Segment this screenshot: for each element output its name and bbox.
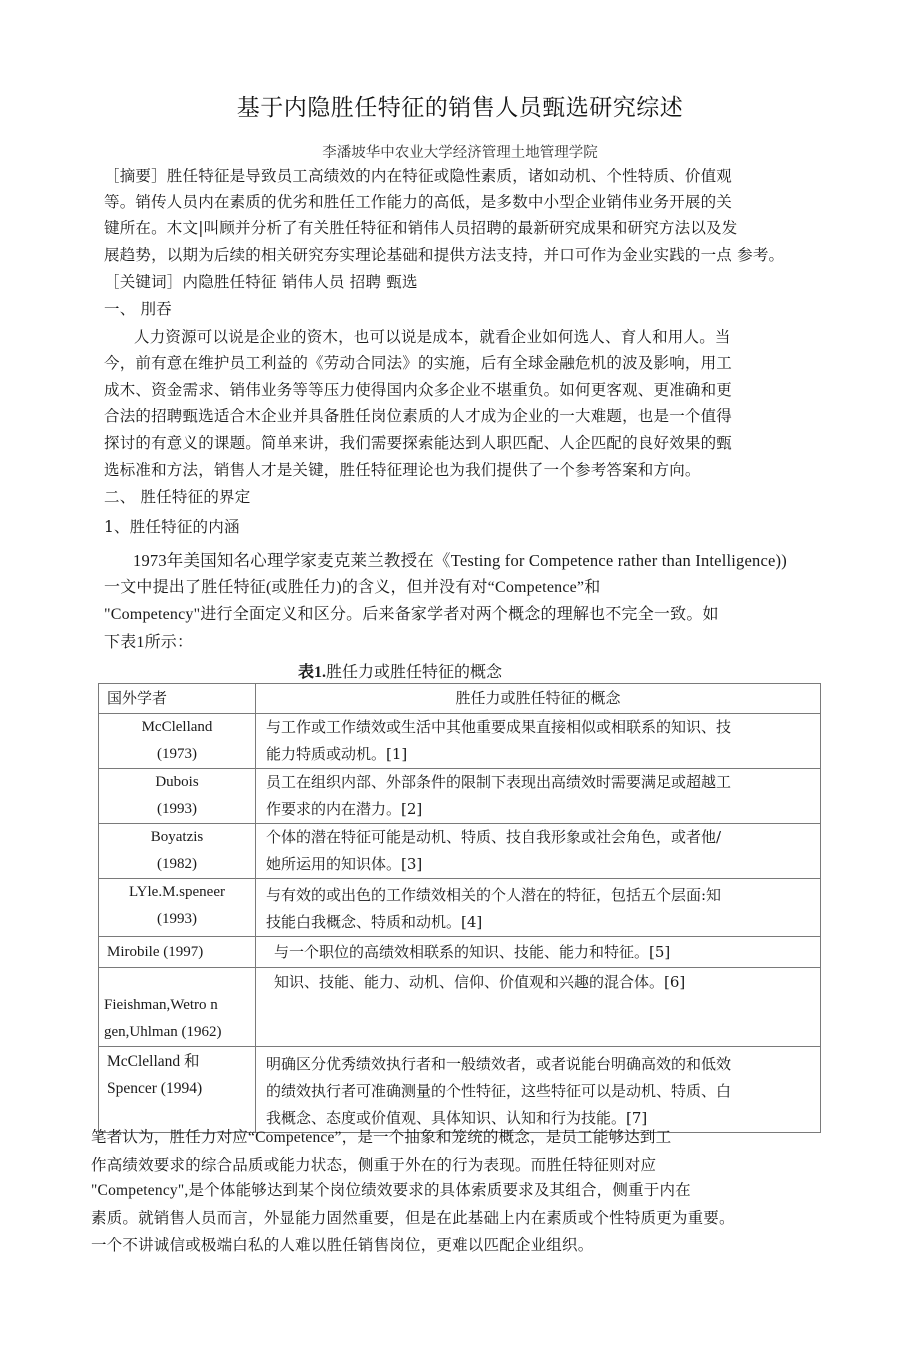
table-caption-text: 胜任力或胜任特征的概念 bbox=[326, 662, 503, 681]
paragraph-line: 探讨的有意义的课题。简单来讲，我们需要探索能达到人职匹配、人企匹配的良好效果的甄 bbox=[104, 434, 733, 452]
definition-line: 员工在组织内部、外部条件的限制下表现出高绩效时需要满足或超越工 bbox=[266, 773, 732, 791]
section-heading: 二、 胜任特征的界定 bbox=[104, 488, 251, 506]
paragraph-line: 一个不讲诚信或极端白私的人难以胜任销售岗位，更难以匹配企业组织。 bbox=[91, 1236, 594, 1254]
definition-line: 能力特质或动机。[1] bbox=[266, 745, 408, 763]
column-header-scholar: 国外学者 bbox=[99, 684, 256, 714]
paragraph-line: 成木、资金需求、销伟业务等等压力使得国内众多企业不堪重负。如何更客观、更准确和更 bbox=[104, 381, 733, 399]
scholar-cell bbox=[99, 769, 256, 824]
table-caption bbox=[0, 661, 800, 684]
scholar-cell bbox=[99, 879, 256, 937]
keywords: ［关键词］内隐胜任特征 销伟人员 招聘 甄选 bbox=[104, 273, 418, 291]
scholar-cell bbox=[99, 968, 256, 1047]
table-row bbox=[99, 1047, 821, 1133]
definition-line: 明确区分优秀绩效执行者和一般绩效者，或者说能台明确高效的和低效 bbox=[266, 1055, 732, 1073]
table-row bbox=[99, 937, 821, 968]
paragraph-line: 素质。就销售人员而言，外显能力固然重要，但是在此基础上内在素质或个性特质更为重要。 bbox=[91, 1209, 735, 1227]
scholar-cell bbox=[99, 824, 256, 879]
scholar-name: LYle.M.speneer bbox=[129, 884, 225, 900]
scholar-year: (1993) bbox=[157, 801, 197, 817]
section-heading: 一、 刖吞 bbox=[104, 300, 172, 318]
scholar-year: (1993) bbox=[157, 911, 197, 927]
scholar-name: Dubois bbox=[155, 774, 199, 790]
scholar-name: gen,Uhlman (1962) bbox=[104, 1024, 222, 1040]
paragraph-line: 下表1所示： bbox=[104, 634, 194, 651]
paragraph-line: "Competency"进行全面定义和区分。后来备家学者对两个概念的理解也不完全一致。如 bbox=[104, 606, 719, 623]
scholar-name: Fieishman,Wetro n bbox=[104, 997, 218, 1013]
table-header-row bbox=[99, 684, 821, 714]
definition-line: 作要求的内在潜力。[2] bbox=[266, 800, 423, 818]
definition-cell bbox=[256, 769, 821, 824]
definition-line: 技能白我概念、特质和动机。[4] bbox=[266, 913, 483, 931]
definition-line: 个体的潜在特征可能是动机、特质、技自我形象或社会角色，或者他/ bbox=[266, 828, 722, 846]
definition-cell bbox=[256, 879, 821, 937]
paragraph-line: 一文中提出了胜任特征(或胜任力)的含义，但并没有对“Competence”和 bbox=[104, 579, 601, 596]
paragraph-line: 合法的招聘甄选适合木企业并具备胜任岗位素质的人才成为企业的一大难题，也是一个值得 bbox=[104, 407, 733, 425]
abstract-line: 展趋势，以期为后续的相关研究夯实理论基础和提供方法支持，并口可作为金业实践的一点 参考。 bbox=[104, 246, 785, 264]
author-affiliation: 李潘坡华中农业大学经济管理土地管理学院 bbox=[322, 145, 598, 161]
paragraph-line: 笔者认为，胜任力对应“Competence”，是一个抽象和笼统的概念，是员工能够达到工 bbox=[91, 1129, 672, 1146]
paragraph-line: 人力资源可以说是企业的资木，也可以说是成本，就看企业如何选人、育人和用人。当 bbox=[134, 328, 731, 346]
abstract-line: 等。销传人员内在素质的优劣和胜任工作能力的高低，是多数中小型企业销伟业务开展的关 bbox=[104, 193, 733, 211]
definition-cell bbox=[256, 1047, 821, 1133]
scholar-year: (1982) bbox=[157, 856, 197, 872]
table-row bbox=[99, 714, 821, 769]
definition-line: 的绩效执行者可准确测量的个性特征，这些特征可以是动机、特质、白 bbox=[266, 1082, 732, 1100]
definition-cell bbox=[256, 937, 821, 968]
column-header-concept: 胜任力或胜任特征的概念 bbox=[256, 684, 821, 714]
scholar-name: McClelland bbox=[141, 719, 213, 735]
scholar-year: (1973) bbox=[157, 746, 197, 762]
definition-cell bbox=[256, 714, 821, 769]
document-title: 基于内隐胜任特征的销售人员甄选研究综述 bbox=[236, 95, 684, 121]
table-row bbox=[99, 879, 821, 937]
scholar-name: McClelland 和 bbox=[107, 1053, 200, 1070]
definition-line: 她所运用的知识体。[3] bbox=[266, 855, 423, 873]
definition-line: 与有效的或出色的工作绩效相关的个人潜在的特征，包括五个层面:知 bbox=[266, 886, 722, 904]
table-caption-number: 表1. bbox=[297, 664, 326, 681]
scholar-cell bbox=[99, 1047, 256, 1133]
table-row bbox=[99, 769, 821, 824]
paragraph-line: 今，前有意在维护员工利益的《劳动合同法》的实施，后有全球金融危机的波及影响，用工 bbox=[104, 354, 733, 372]
scholar-name: Mirobile (1997) bbox=[107, 944, 204, 960]
definition-line: 知识、技能、能力、动机、信仰、价值观和兴趣的混合体。[6] bbox=[274, 973, 686, 991]
scholar-name: Spencer (1994) bbox=[107, 1080, 203, 1097]
paragraph-line: 选标准和方法，销售人才是关键，胜任特征理论也为我们提供了一个参考答案和方向。 bbox=[104, 461, 701, 479]
definition-cell bbox=[256, 824, 821, 879]
abstract-line: ［摘要］胜任特征是导致员工高绩效的内在特征或隐性素质，诸如动机、个性特质、价值观 bbox=[104, 167, 733, 185]
paragraph-line: "Competency",是个体能够达到某个岗位绩效要求的具体索质要求及其组合，侧重于内在 bbox=[91, 1182, 691, 1199]
paragraph-line: 作高绩效要求的综合品质或能力状态，侧重于外在的行为表现。而胜任特征则对应 bbox=[91, 1156, 657, 1174]
definition-line: 与工作或工作绩效或生活中其他重要成果直接相似或相联系的知识、技 bbox=[266, 718, 732, 736]
table-row bbox=[99, 824, 821, 879]
concepts-table bbox=[98, 683, 821, 1133]
subsection-heading: 1、胜任特征的内涵 bbox=[104, 518, 240, 536]
definition-cell bbox=[256, 968, 821, 1047]
table-row bbox=[99, 968, 821, 1047]
scholar-cell bbox=[99, 937, 256, 968]
scholar-cell bbox=[99, 714, 256, 769]
paragraph-line: 1973年美国知名心理学家麦克莱兰教授在《Testing for Competence rather than Intelligence)) bbox=[133, 551, 787, 570]
abstract-line: 键所在。木文|叫顾并分析了有关胜任特征和销伟人员招聘的最新研究成果和研究方法以及发 bbox=[104, 219, 738, 237]
definition-line: 我概念、态度或价值观、具体知识、认知和行为技能。[7] bbox=[266, 1109, 648, 1127]
scholar-name: Boyatzis bbox=[150, 829, 204, 845]
definition-line: 与一个职位的高绩效相联系的知识、技能、能力和特征。[5] bbox=[274, 943, 671, 961]
